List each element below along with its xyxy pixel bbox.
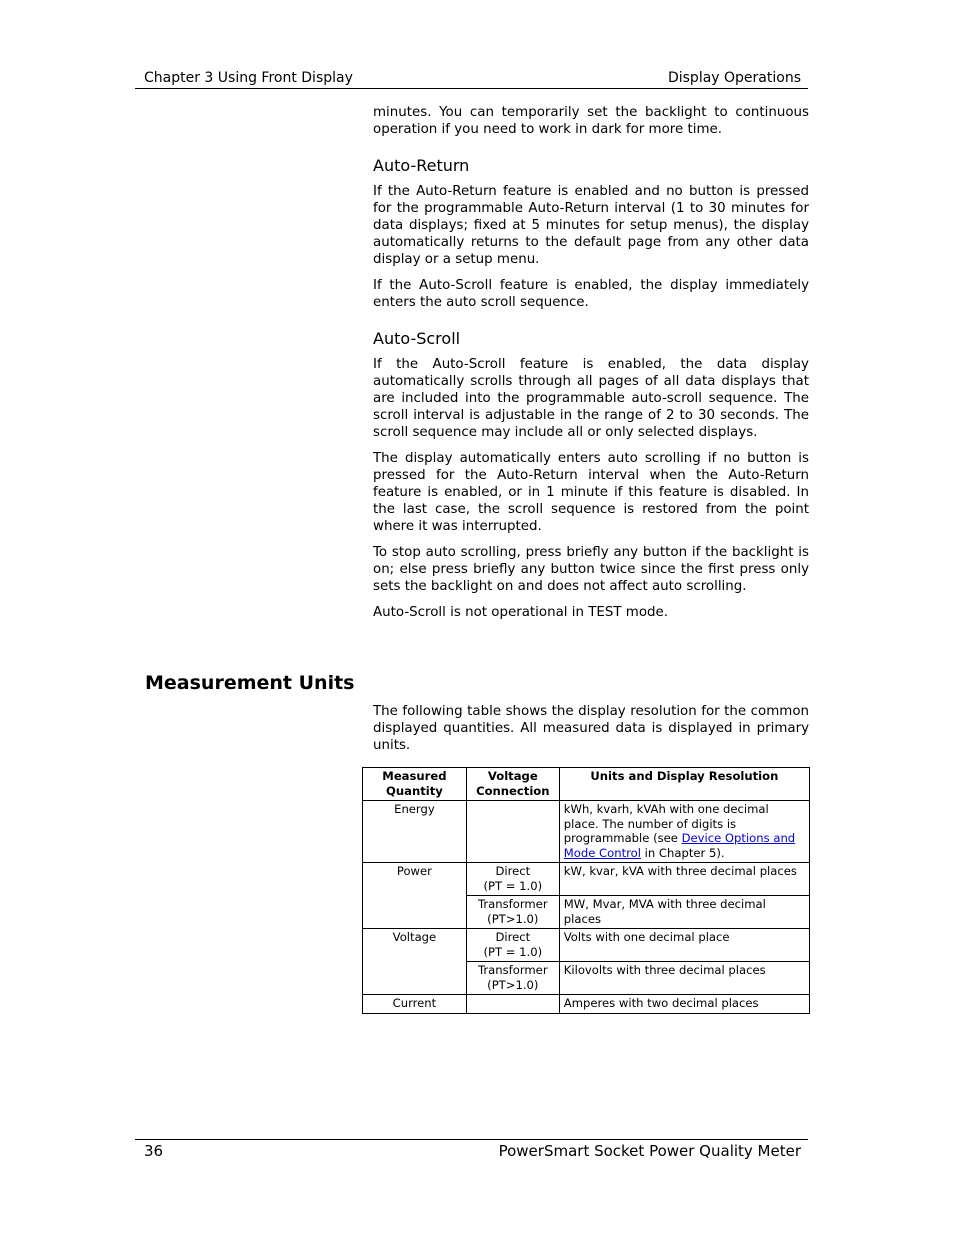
table-row-current	[363, 995, 810, 1014]
auto-return-paragraph-2: If the Auto-Scroll feature is enabled, the display immediately enters the auto scroll sequence.	[373, 278, 809, 310]
intro-block	[373, 104, 809, 138]
current-connection	[466, 995, 559, 1014]
voltage-direct-connection	[466, 929, 559, 962]
page-footer	[135, 1139, 808, 1160]
voltage-transformer-connection	[466, 962, 559, 995]
power-direct-connection	[466, 863, 559, 896]
measurement-units-heading: Measurement Units	[145, 672, 355, 694]
device-options-link[interactable]: Device Options and Mode Control	[563, 831, 796, 860]
column-header-connection: Voltage Connection	[466, 768, 559, 801]
current-units: Amperes with two decimal places	[559, 995, 809, 1014]
energy-connection	[466, 801, 559, 863]
auto-return-heading: Auto-Return	[373, 156, 470, 175]
table-row-power-direct	[363, 863, 810, 896]
power-quantity: Power	[363, 863, 467, 896]
column-header-units: Units and Display Resolution	[559, 768, 809, 801]
energy-units	[559, 801, 809, 863]
power-transformer-units: MW, Mvar, MVA with three decimal places	[559, 896, 809, 929]
energy-units-suffix: in Chapter 5).	[640, 845, 725, 860]
power-transformer-connection	[466, 896, 559, 929]
auto-return-paragraph-1: If the Auto-Return feature is enabled and no button is pressed for the programmable Auto-Return interval (1 to 30 minutes for data displays; fixed at 5 minutes for setup menus), the display automatically returns to the default page from any other data display or a setup menu.	[373, 184, 809, 267]
column-header-quantity: Measured Quantity	[363, 768, 467, 801]
connection-type: Transformer	[478, 897, 548, 911]
auto-scroll-paragraph-2: The display automatically enters auto scrolling if no button is pressed for the Auto-Return interval when the Auto-Return feature is enabled, or in 1 minute if this feature is disabled. In the last case, the scroll sequence is restored from the point where it was interrupted.	[373, 451, 809, 534]
measurement-units-table	[362, 767, 810, 1014]
energy-quantity: Energy	[363, 801, 467, 863]
connection-type: Direct	[495, 864, 531, 878]
current-quantity: Current	[363, 995, 467, 1014]
header-chapter: Chapter 3 Using Front Display	[144, 70, 353, 86]
document-title: PowerSmart Socket Power Quality Meter	[498, 1142, 801, 1160]
intro-paragraph: minutes. You can temporarily set the backlight to continuous operation if you need to work in dark for more time.	[373, 105, 809, 137]
connection-type: Direct	[495, 930, 531, 944]
auto-scroll-paragraph-4: Auto-Scroll is not operational in TEST mode.	[373, 605, 669, 620]
table-row-energy	[363, 801, 810, 863]
table-row-voltage-direct	[363, 929, 810, 962]
connection-condition: (PT = 1.0)	[483, 944, 543, 959]
page-header	[135, 68, 808, 89]
auto-scroll-paragraph-1: If the Auto-Scroll feature is enabled, the data display automatically scrolls through all pages of all data displays that are included into the programmable auto-scroll sequence. The scroll interval is adjustable in the range of 2 to 30 seconds. The scroll sequence may include all or only selected displays.	[373, 357, 809, 440]
voltage-quantity: Voltage	[363, 929, 467, 962]
table-row-voltage-transformer	[363, 962, 810, 995]
measurement-units-intro: The following table shows the display resolution for the common displayed quantities. All measured data is displayed in primary units.	[373, 704, 809, 753]
auto-scroll-heading: Auto-Scroll	[373, 329, 461, 348]
connection-condition: (PT>1.0)	[487, 911, 539, 926]
auto-scroll-paragraph-3: To stop auto scrolling, press briefly any button if the backlight is on; else press briefly any button twice since the first press only sets the backlight on and does not affect auto scrolling.	[373, 545, 809, 594]
auto-return-block	[373, 183, 809, 311]
voltage-transformer-units: Kilovolts with three decimal places	[559, 962, 809, 995]
connection-condition: (PT = 1.0)	[483, 878, 543, 893]
connection-type: Transformer	[478, 963, 548, 977]
auto-scroll-block	[373, 356, 809, 621]
energy-units-text: kWh, kvarh, kVAh with one decimal place. The number of digits is programmable (see	[563, 802, 769, 845]
table-header-row	[363, 768, 810, 801]
voltage-direct-units: Volts with one decimal place	[559, 929, 809, 962]
power-quantity-continuation	[363, 896, 467, 929]
connection-condition: (PT>1.0)	[487, 977, 539, 992]
table-row-power-transformer	[363, 896, 810, 929]
power-direct-units: kW, kvar, kVA with three decimal places	[559, 863, 809, 896]
page-number: 36	[144, 1142, 164, 1160]
measurement-units-block	[373, 703, 809, 754]
voltage-quantity-continuation	[363, 962, 467, 995]
header-section: Display Operations	[667, 70, 801, 86]
